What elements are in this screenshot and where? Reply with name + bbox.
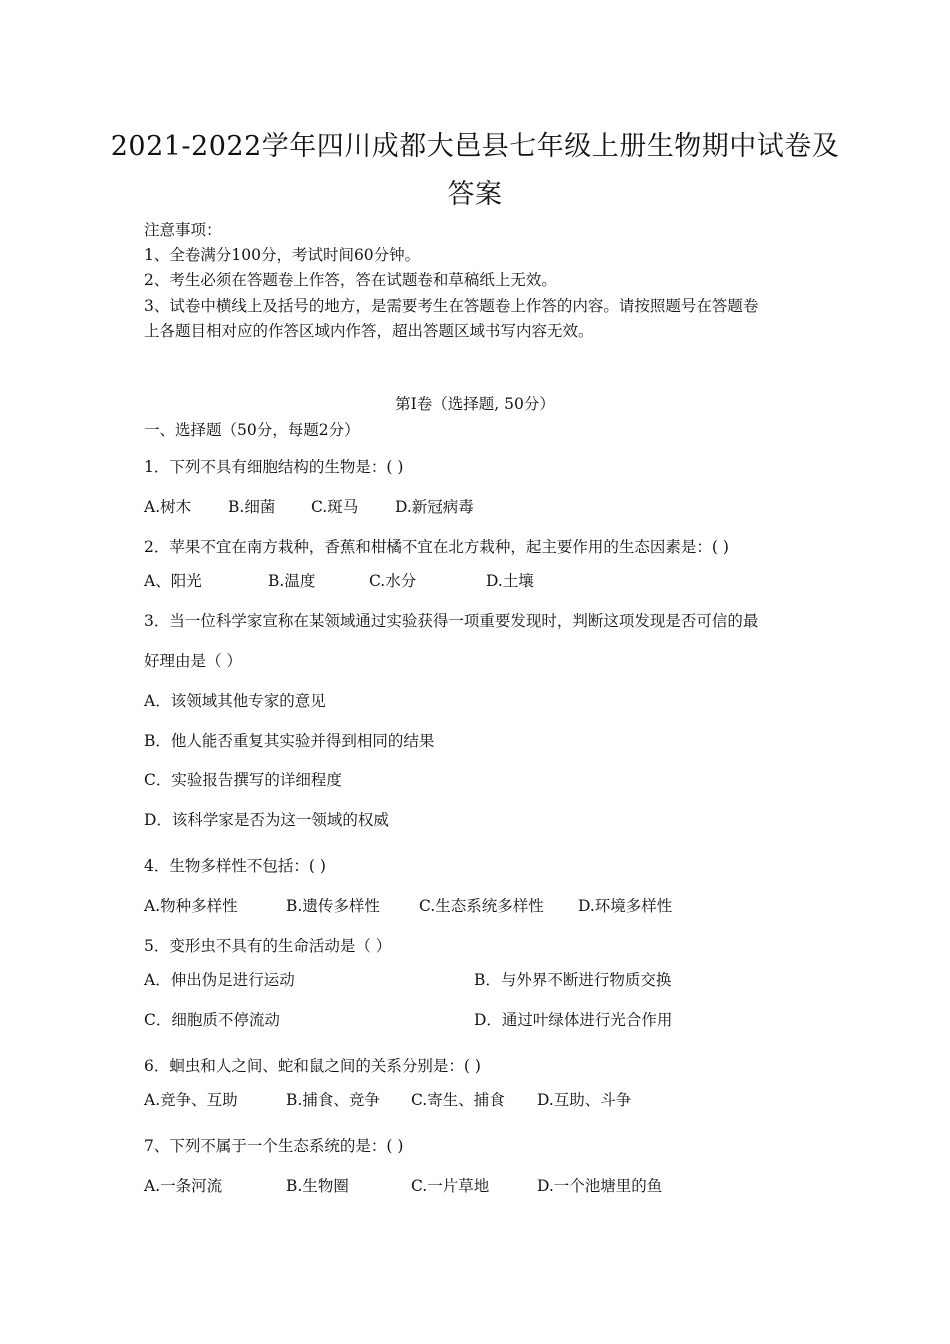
title-line-1: 2021-2022学年四川成都大邑县七年级上册生物期中试卷及 bbox=[110, 131, 840, 162]
question-stem: 5．变形虫不具有的生命活动是（ ） bbox=[144, 937, 392, 955]
option-a: A、阳光 bbox=[144, 572, 202, 590]
question-stem: 1．下列不具有细胞结构的生物是：( ) bbox=[144, 458, 404, 476]
question-stem: 4．生物多样性不包括：( ) bbox=[144, 857, 326, 875]
option-d: D．通过叶绿体进行光合作用 bbox=[474, 1011, 673, 1029]
option-b: B.捕食、竞争 bbox=[286, 1091, 380, 1109]
option-c: C.一片草地 bbox=[411, 1177, 490, 1195]
option-c: C．细胞质不停流动 bbox=[144, 1011, 280, 1029]
option-b: B.遗传多样性 bbox=[286, 897, 380, 915]
option-c: C．实验报告撰写的详细程度 bbox=[144, 771, 342, 789]
option-c: C.水分 bbox=[369, 572, 417, 590]
volume-heading: 第Ⅰ卷（选择题, 50分） bbox=[395, 395, 555, 413]
notice-item: 1、全卷满分100分，考试时间60分钟。 bbox=[144, 246, 421, 264]
option-d: D.环境多样性 bbox=[578, 897, 673, 915]
notice-heading: 注意事项： bbox=[144, 221, 222, 239]
option-b: B．他人能否重复其实验并得到相同的结果 bbox=[144, 732, 435, 750]
notice-item: 2、考生必须在答题卷上作答，答在试题卷和草稿纸上无效。 bbox=[144, 271, 557, 289]
title-line-2: 答案 bbox=[447, 179, 503, 210]
option-a: A.竞争、互助 bbox=[144, 1091, 238, 1109]
option-d: D.一个池塘里的鱼 bbox=[537, 1177, 663, 1195]
option-a: A．伸出伪足进行运动 bbox=[144, 971, 295, 989]
option-a: A．该领域其他专家的意见 bbox=[144, 692, 326, 710]
question-stem-continued: 好理由是（ ） bbox=[144, 652, 242, 670]
option-d: D.土壤 bbox=[486, 572, 534, 590]
option-b: B.细菌 bbox=[228, 498, 276, 516]
part-heading: 一、选择题（50分，每题2分） bbox=[144, 421, 360, 439]
question-stem: 6．蛔虫和人之间、蛇和鼠之间的关系分别是：( ) bbox=[144, 1057, 481, 1075]
option-b: B.生物圈 bbox=[286, 1177, 349, 1195]
question-stem: 3．当一位科学家宣称在某领域通过实验获得一项重要发现时，判断这项发现是否可信的最 bbox=[144, 612, 759, 630]
question-stem: 2．苹果不宜在南方栽种，香蕉和柑橘不宜在北方栽种，起主要作用的生态因素是：( ) bbox=[144, 538, 729, 556]
option-c: C.生态系统多样性 bbox=[419, 897, 544, 915]
option-d: D.互助、斗争 bbox=[537, 1091, 632, 1109]
option-c: C.寄生、捕食 bbox=[411, 1091, 505, 1109]
notice-item: 3、试卷中横线上及括号的地方，是需要考生在答题卷上作答的内容。请按照题号在答题卷 bbox=[144, 297, 759, 315]
option-d: D.新冠病毒 bbox=[395, 498, 474, 516]
option-b: B.温度 bbox=[268, 572, 316, 590]
option-a: A.一条河流 bbox=[144, 1177, 223, 1195]
option-b: B．与外界不断进行物质交换 bbox=[474, 971, 672, 989]
option-c: C.斑马 bbox=[311, 498, 359, 516]
question-stem: 7、下列不属于一个生态系统的是：( ) bbox=[144, 1137, 404, 1155]
option-d: D．该科学家是否为这一领域的权威 bbox=[144, 811, 389, 829]
option-a: A.物种多样性 bbox=[144, 897, 238, 915]
option-a: A.树木 bbox=[144, 498, 192, 516]
notice-item: 上各题目相对应的作答区域内作答，超出答题区域书写内容无效。 bbox=[144, 322, 594, 340]
